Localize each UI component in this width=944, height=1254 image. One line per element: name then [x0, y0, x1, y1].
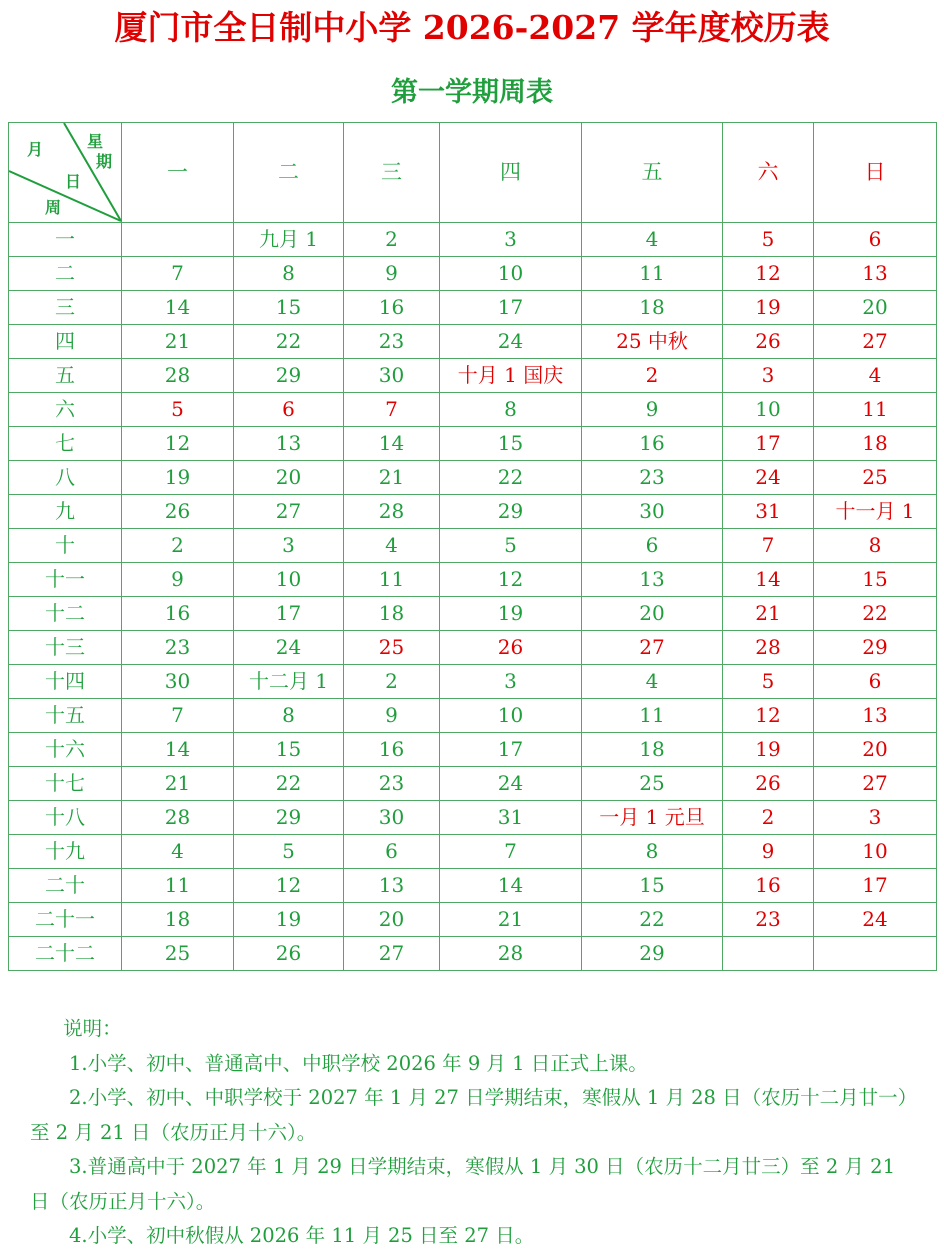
week-label: 十九 — [9, 835, 122, 869]
day-cell: 10 — [440, 257, 582, 291]
day-cell: 27 — [234, 495, 344, 529]
day-cell: 18 — [122, 903, 234, 937]
day-cell: 22 — [814, 597, 937, 631]
page-subtitle: 第一学期周表 — [391, 77, 553, 108]
day-cell: 27 — [814, 325, 937, 359]
day-cell: 5 — [234, 835, 344, 869]
day-cell: 3 — [440, 665, 582, 699]
day-cell: 25 — [344, 631, 440, 665]
day-cell: 13 — [582, 563, 723, 597]
day-cell: 24 — [440, 325, 582, 359]
week-row — [9, 699, 937, 733]
day-cell: 11 — [814, 393, 937, 427]
day-cell: 14 — [122, 733, 234, 767]
day-cell: 29 — [582, 937, 723, 971]
day-cell — [723, 937, 814, 971]
week-row — [9, 325, 937, 359]
day-cell: 18 — [582, 733, 723, 767]
day-cell: 16 — [582, 427, 723, 461]
day-cell: 26 — [723, 325, 814, 359]
day-cell: 12 — [723, 257, 814, 291]
week-label: 十五 — [9, 699, 122, 733]
day-cell: 28 — [344, 495, 440, 529]
day-cell: 8 — [440, 393, 582, 427]
day-cell: 27 — [582, 631, 723, 665]
day-cell: 5 — [723, 665, 814, 699]
week-label: 八 — [9, 461, 122, 495]
day-cell: 24 — [234, 631, 344, 665]
week-row — [9, 733, 937, 767]
day-cell: 20 — [814, 733, 937, 767]
day-cell: 21 — [344, 461, 440, 495]
week-label: 六 — [9, 393, 122, 427]
day-cell: 28 — [122, 801, 234, 835]
day-cell: 3 — [234, 529, 344, 563]
week-label: 二十 — [9, 869, 122, 903]
day-cell: 23 — [122, 631, 234, 665]
day-cell: 15 — [814, 563, 937, 597]
day-cell: 9 — [122, 563, 234, 597]
day-cell: 5 — [723, 223, 814, 257]
day-cell: 8 — [234, 257, 344, 291]
page-title: 厦门市全日制中小学 2026-2027 学年度校历表 — [114, 8, 830, 47]
day-cell: 11 — [582, 257, 723, 291]
day-cell: 22 — [234, 767, 344, 801]
day-cell: 21 — [440, 903, 582, 937]
day-cell: 3 — [440, 223, 582, 257]
day-cell: 7 — [440, 835, 582, 869]
day-cell: 23 — [344, 767, 440, 801]
week-label: 二十二 — [9, 937, 122, 971]
day-cell: 2 — [344, 223, 440, 257]
week-row — [9, 631, 937, 665]
week-row — [9, 257, 937, 291]
week-label: 十一 — [9, 563, 122, 597]
week-row — [9, 869, 937, 903]
day-cell: 28 — [440, 937, 582, 971]
weekday-header-fri: 五 — [582, 123, 723, 223]
day-cell: 6 — [814, 223, 937, 257]
week-label: 三 — [9, 291, 122, 325]
day-cell: 20 — [234, 461, 344, 495]
week-label: 七 — [9, 427, 122, 461]
day-cell: 6 — [814, 665, 937, 699]
day-cell: 3 — [814, 801, 937, 835]
day-cell: 23 — [582, 461, 723, 495]
note-item-1: 1.小学、初中、普通高中、中职学校 2026 年 9 月 1 日正式上课。 — [69, 1051, 648, 1075]
day-cell: 17 — [723, 427, 814, 461]
corner-period-label: 期 — [96, 152, 113, 171]
week-label: 十八 — [9, 801, 122, 835]
week-label: 十四 — [9, 665, 122, 699]
day-cell: 13 — [814, 257, 937, 291]
week-label: 二 — [9, 257, 122, 291]
week-row — [9, 461, 937, 495]
day-cell: 十月 1 国庆 — [440, 359, 582, 393]
day-cell: 28 — [723, 631, 814, 665]
day-cell: 17 — [440, 291, 582, 325]
note-item-3: 3.普通高中于 2027 年 1 月 29 日学期结束，寒假从 1 月 30 日（农历十二月廿三）至 2 月 21 日（农历正月十六）。 — [30, 1155, 895, 1213]
day-cell: 18 — [814, 427, 937, 461]
day-cell: 5 — [440, 529, 582, 563]
day-cell: 17 — [814, 869, 937, 903]
notes-section — [30, 1012, 920, 1254]
week-row — [9, 223, 937, 257]
day-cell: 18 — [344, 597, 440, 631]
day-cell: 7 — [122, 699, 234, 733]
corner-day-label: 日 — [65, 172, 82, 191]
day-cell: 20 — [344, 903, 440, 937]
day-cell: 27 — [344, 937, 440, 971]
day-cell: 十一月 1 — [814, 495, 937, 529]
day-cell: 20 — [582, 597, 723, 631]
day-cell: 16 — [122, 597, 234, 631]
weekday-header-mon: 一 — [122, 123, 234, 223]
week-row — [9, 767, 937, 801]
day-cell: 14 — [440, 869, 582, 903]
weekday-header-tue: 二 — [234, 123, 344, 223]
day-cell: 22 — [234, 325, 344, 359]
day-cell: 6 — [582, 529, 723, 563]
day-cell: 29 — [814, 631, 937, 665]
week-label: 九 — [9, 495, 122, 529]
day-cell: 15 — [582, 869, 723, 903]
note-item-4: 4.小学、初中秋假从 2026 年 11 月 25 日至 27 日。 — [69, 1224, 535, 1247]
day-cell: 31 — [440, 801, 582, 835]
day-cell: 21 — [723, 597, 814, 631]
day-cell: 31 — [723, 495, 814, 529]
week-row — [9, 801, 937, 835]
day-cell: 10 — [440, 699, 582, 733]
day-cell: 26 — [122, 495, 234, 529]
day-cell: 6 — [344, 835, 440, 869]
day-cell — [814, 937, 937, 971]
day-cell: 29 — [234, 801, 344, 835]
day-cell — [122, 223, 234, 257]
week-label: 十 — [9, 529, 122, 563]
day-cell: 14 — [122, 291, 234, 325]
day-cell: 4 — [582, 223, 723, 257]
note-item-2: 2.小学、初中、中职学校于 2027 年 1 月 27 日学期结束，寒假从 1 月 28 日（农历十二月廿一）至 2 月 21 日（农历正月十六）。 — [30, 1086, 918, 1144]
day-cell: 8 — [582, 835, 723, 869]
day-cell: 12 — [440, 563, 582, 597]
day-cell: 13 — [814, 699, 937, 733]
day-cell: 25 中秋 — [582, 325, 723, 359]
week-row — [9, 495, 937, 529]
day-cell: 18 — [582, 291, 723, 325]
day-cell: 9 — [344, 257, 440, 291]
day-cell: 26 — [723, 767, 814, 801]
day-cell: 7 — [122, 257, 234, 291]
day-cell: 11 — [582, 699, 723, 733]
day-cell: 8 — [234, 699, 344, 733]
day-cell: 4 — [814, 359, 937, 393]
calendar-body — [9, 123, 937, 971]
day-cell: 16 — [344, 291, 440, 325]
day-cell: 29 — [234, 359, 344, 393]
day-cell: 4 — [122, 835, 234, 869]
day-cell: 10 — [814, 835, 937, 869]
day-cell: 30 — [344, 801, 440, 835]
week-row — [9, 393, 937, 427]
day-cell: 14 — [344, 427, 440, 461]
week-row — [9, 665, 937, 699]
day-cell: 一月 1 元旦 — [582, 801, 723, 835]
day-cell: 25 — [582, 767, 723, 801]
day-cell: 22 — [440, 461, 582, 495]
day-cell: 24 — [723, 461, 814, 495]
day-cell: 十二月 1 — [234, 665, 344, 699]
day-cell: 20 — [814, 291, 937, 325]
day-cell: 23 — [344, 325, 440, 359]
day-cell: 17 — [440, 733, 582, 767]
corner-month-label: 月 — [27, 140, 44, 159]
day-cell: 19 — [723, 291, 814, 325]
day-cell: 4 — [344, 529, 440, 563]
day-cell: 30 — [582, 495, 723, 529]
day-cell: 19 — [234, 903, 344, 937]
day-cell: 15 — [234, 733, 344, 767]
day-cell: 21 — [122, 325, 234, 359]
day-cell: 30 — [344, 359, 440, 393]
week-row — [9, 835, 937, 869]
day-cell: 4 — [582, 665, 723, 699]
day-cell: 2 — [344, 665, 440, 699]
day-cell: 12 — [723, 699, 814, 733]
corner-star-label: 星 — [87, 132, 104, 151]
day-cell: 6 — [234, 393, 344, 427]
weekday-header-sun: 日 — [814, 123, 937, 223]
day-cell: 12 — [122, 427, 234, 461]
weekday-header-sat: 六 — [723, 123, 814, 223]
day-cell: 25 — [122, 937, 234, 971]
day-cell: 11 — [122, 869, 234, 903]
corner-cell — [9, 123, 122, 223]
day-cell: 14 — [723, 563, 814, 597]
day-cell: 24 — [440, 767, 582, 801]
week-row — [9, 529, 937, 563]
day-cell: 17 — [234, 597, 344, 631]
week-label: 十七 — [9, 767, 122, 801]
day-cell: 24 — [814, 903, 937, 937]
day-cell: 九月 1 — [234, 223, 344, 257]
week-row — [9, 359, 937, 393]
day-cell: 16 — [723, 869, 814, 903]
day-cell: 30 — [122, 665, 234, 699]
day-cell: 15 — [234, 291, 344, 325]
week-row — [9, 563, 937, 597]
calendar-table — [8, 122, 937, 971]
day-cell: 13 — [234, 427, 344, 461]
day-cell: 26 — [234, 937, 344, 971]
day-cell: 9 — [582, 393, 723, 427]
week-label: 一 — [9, 223, 122, 257]
day-cell: 2 — [122, 529, 234, 563]
day-cell: 12 — [234, 869, 344, 903]
day-cell: 19 — [440, 597, 582, 631]
day-cell: 9 — [723, 835, 814, 869]
day-cell: 22 — [582, 903, 723, 937]
week-row — [9, 427, 937, 461]
day-cell: 11 — [344, 563, 440, 597]
day-cell: 2 — [582, 359, 723, 393]
week-label: 四 — [9, 325, 122, 359]
weekday-header-thu: 四 — [440, 123, 582, 223]
week-label: 五 — [9, 359, 122, 393]
week-row — [9, 903, 937, 937]
day-cell: 16 — [344, 733, 440, 767]
day-cell: 27 — [814, 767, 937, 801]
day-cell: 10 — [234, 563, 344, 597]
day-cell: 19 — [122, 461, 234, 495]
day-cell: 9 — [344, 699, 440, 733]
day-cell: 26 — [440, 631, 582, 665]
day-cell: 23 — [723, 903, 814, 937]
day-cell: 7 — [723, 529, 814, 563]
day-cell: 10 — [723, 393, 814, 427]
day-cell: 15 — [440, 427, 582, 461]
week-row — [9, 291, 937, 325]
day-cell: 2 — [723, 801, 814, 835]
day-cell: 3 — [723, 359, 814, 393]
day-cell: 21 — [122, 767, 234, 801]
corner-week-label: 周 — [45, 198, 62, 217]
day-cell: 5 — [122, 393, 234, 427]
day-cell: 25 — [814, 461, 937, 495]
notes-heading: 说明： — [63, 1017, 122, 1040]
weekday-header-wed: 三 — [344, 123, 440, 223]
week-label: 十三 — [9, 631, 122, 665]
day-cell: 7 — [344, 393, 440, 427]
week-row — [9, 597, 937, 631]
day-cell: 13 — [344, 869, 440, 903]
day-cell: 8 — [814, 529, 937, 563]
day-cell: 28 — [122, 359, 234, 393]
header-row — [9, 123, 937, 223]
week-label: 十六 — [9, 733, 122, 767]
week-label: 二十一 — [9, 903, 122, 937]
day-cell: 19 — [723, 733, 814, 767]
day-cell: 29 — [440, 495, 582, 529]
week-label: 十二 — [9, 597, 122, 631]
week-row — [9, 937, 937, 971]
